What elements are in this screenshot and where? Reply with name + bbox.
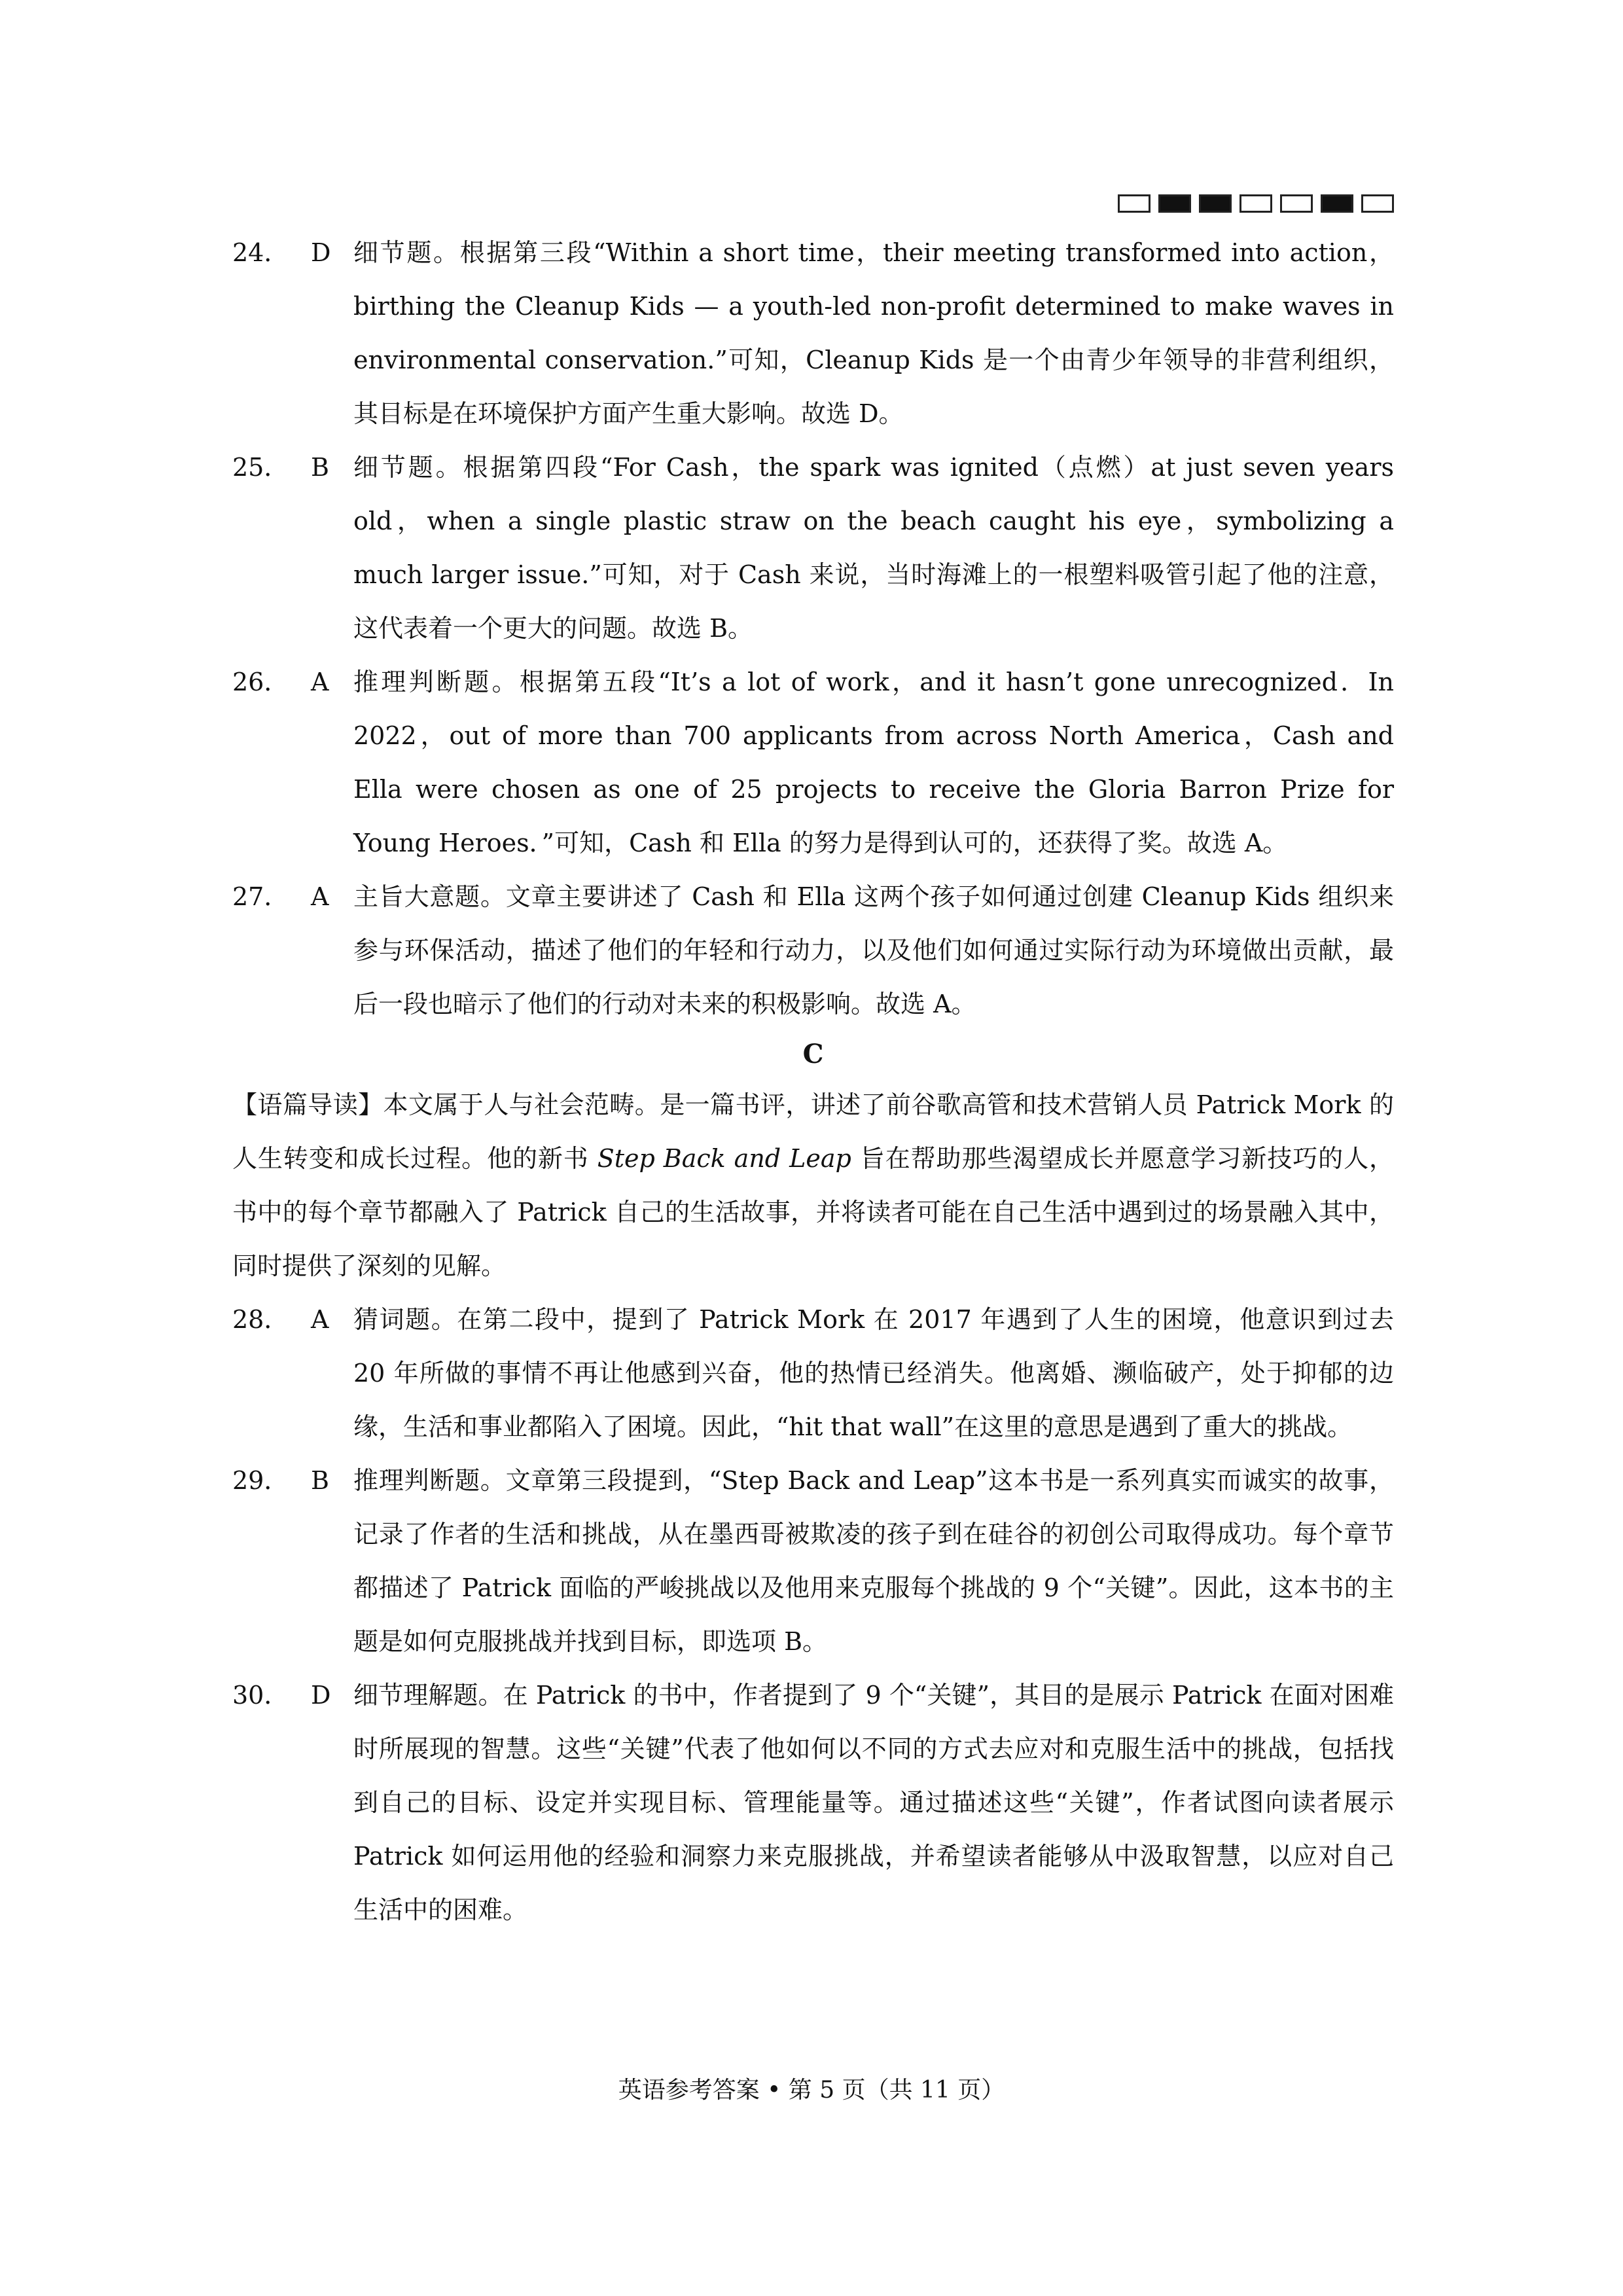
answer-letter: D xyxy=(311,238,331,267)
question-number: 27． xyxy=(232,882,289,911)
question-number: 29． xyxy=(232,1466,289,1495)
answer-item-24 xyxy=(232,226,1394,440)
answer-letter: B xyxy=(311,1466,329,1495)
page-marker-box xyxy=(1118,194,1150,213)
answer-explanation: 细节题。根据第三段“Within a short time，their meeting transformed into action，birthing the Cleanup Kids — a youth-led non-profit determined to make waves in environmental conservation.”可知，Cleanup Kids 是一个由青少年领导的非营利组织，其目标是在环境保护方面产生重大影响。故选 D。 xyxy=(353,238,1394,428)
intro-text-part2: 旨在帮助那些渴望成长并愿意学习新技巧的人，书中的每个章节都融入了 Patrick 自己的生活故事，并将读者可能在自己生活中遇到过的场景融入其中，同时提供了深刻的见解。 xyxy=(232,1144,1394,1280)
question-number: 28． xyxy=(232,1305,289,1334)
answer-letter: B xyxy=(311,453,329,482)
question-number: 30． xyxy=(232,1681,289,1710)
answer-letter: A xyxy=(311,1305,329,1334)
question-number: 26． xyxy=(232,668,289,696)
book-title: Step Back and Leap xyxy=(597,1144,851,1173)
page-marker-box xyxy=(1361,194,1394,213)
answer-explanation: 主旨大意题。文章主要讲述了 Cash 和 Ella 这两个孩子如何通过创建 Cleanup Kids 组织来参与环保活动，描述了他们的年轻和行动力，以及他们如何通过实际行动为环境做出贡献，最后一段也暗示了他们的行动对未来的积极影响。故选 A。 xyxy=(353,882,1394,1018)
page-marker-box xyxy=(1280,194,1313,213)
answer-item-27 xyxy=(232,870,1394,1031)
answer-explanation: 细节题。根据第四段“For Cash，the spark was ignited（点燃）at just seven years old，when a single plastic straw on the beach caught his eye，symbolizing a much larger issue.”可知，对于 Cash 来说，当时海滩上的一根塑料吸管引起了他的注意，这代表着一个更大的问题。故选 B。 xyxy=(353,453,1394,643)
page-marker-box xyxy=(1158,194,1191,213)
answer-explanation: 推理判断题。根据第五段“It’s a lot of work，and it hasn’t gone unrecognized．In 2022，out of more than 700 applicants from across North America，Cash and Ella were chosen as one of 25 projects to receive the Gloria Barron Prize for Young Heroes．”可知，Cash 和 Ella 的努力是得到认可的，还获得了奖。故选 A。 xyxy=(353,668,1394,857)
page-marker-box xyxy=(1321,194,1353,213)
passage-intro xyxy=(232,1078,1394,1293)
answer-explanation: 猜词题。在第二段中，提到了 Patrick Mork 在 2017 年遇到了人生的困境，他意识到过去 20 年所做的事情不再让他感到兴奋，他的热情已经消失。他离婚、濒临破产，处于抑郁的边缘，生活和事业都陷入了困境。因此，“hit that wall”在这里的意思是遇到了重大的挑战。 xyxy=(353,1305,1394,1441)
question-number: 24． xyxy=(232,238,289,267)
answer-item-28 xyxy=(232,1293,1394,1454)
answer-letter: A xyxy=(311,882,329,911)
answer-content xyxy=(232,226,1394,1937)
page-marker-row xyxy=(1118,194,1394,215)
answer-letter: A xyxy=(311,668,329,696)
answer-item-29 xyxy=(232,1454,1394,1668)
intro-text-part1: 【语篇导读】本文属于人与社会范畴。是一篇书评，讲述了前谷歌高管和技术营销人员 Patrick Mork 的人生转变和成长过程。他的新书 xyxy=(232,1090,1394,1173)
page-footer: 英语参考答案 • 第 5 页（共 11 页） xyxy=(618,2077,1005,2104)
answer-letter: D xyxy=(311,1681,331,1710)
question-number: 25． xyxy=(232,453,289,482)
answer-explanation: 推理判断题。文章第三段提到，“Step Back and Leap”这本书是一系列真实而诚实的故事，记录了作者的生活和挑战，从在墨西哥被欺凌的孩子到在硅谷的初创公司取得成功。每个章节都描述了 Patrick 面临的严峻挑战以及他用来克服每个挑战的 9 个“关键”。因此，这本书的主题是如何克服挑战并找到目标，即选项 B。 xyxy=(353,1466,1394,1656)
answer-item-26 xyxy=(232,655,1394,870)
page-marker-box xyxy=(1240,194,1272,213)
page-marker-box xyxy=(1199,194,1232,213)
answer-explanation: 细节理解题。在 Patrick 的书中，作者提到了 9 个“关键”，其目的是展示 Patrick 在面对困难时所展现的智慧。这些“关键”代表了他如何以不同的方式去应对和克服生活中的挑战，包括找到自己的目标、设定并实现目标、管理能量等。通过描述这些“关键”，作者试图向读者展示 Patrick 如何运用他的经验和洞察力来克服挑战，并希望读者能够从中汲取智慧，以应对自己生活中的困难。 xyxy=(353,1681,1394,1924)
section-title: C xyxy=(802,1039,824,1069)
answer-item-30 xyxy=(232,1668,1394,1937)
answer-item-25 xyxy=(232,440,1394,655)
